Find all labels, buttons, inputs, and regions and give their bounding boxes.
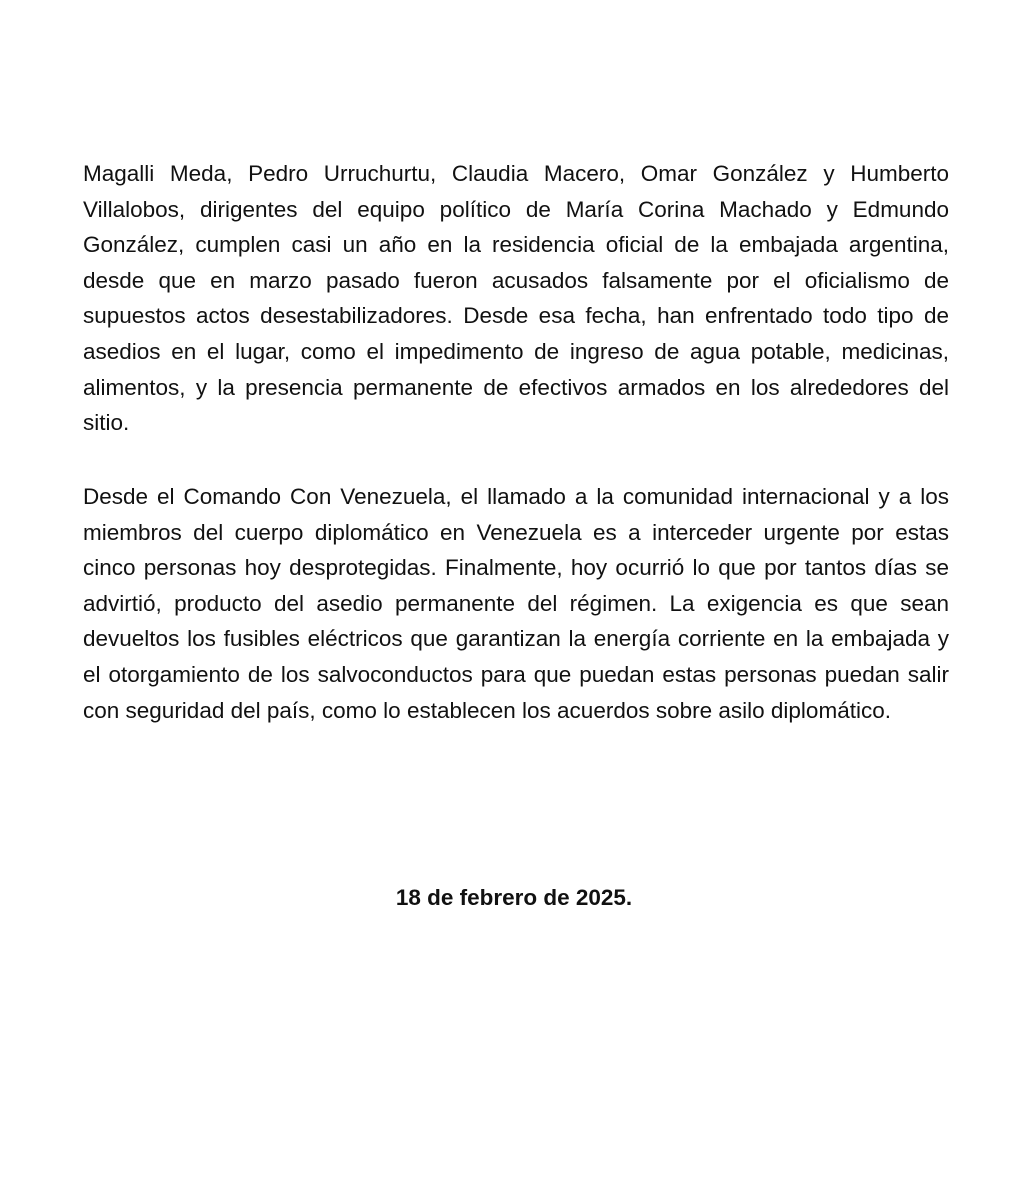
- document-date: 18 de febrero de 2025.: [395, 885, 633, 910]
- paragraph-appeal: Desde el Comando Con Venezuela, el llamado a la comunidad internacional y a los miembros del cuerpo diplomático en Venezuela es a interceder urgente por estas cinco personas hoy desprotegidas. Finalmente, hoy ocurrió lo que por tantos días se advirtió, producto del asedio permanente del régimen. La exigencia es que sean devueltos los fusibles eléctricos que garantizan la energía corriente en la embajada y el otorgamiento de los salvoconductos para que puedan estas personas puedan salir con seguridad del país, como lo establecen los acuerdos sobre asilo diplomático.: [83, 484, 949, 723]
- paragraph-situation: Magalli Meda, Pedro Urruchurtu, Claudia Macero, Omar González y Humberto Villalobos, dirigentes del equipo político de María Corina Machado y Edmundo González, cumplen casi un año en la residencia oficial de la embajada argentina, desde que en marzo pasado fueron acusados falsamente por el oficialismo de supuestos actos desestabilizadores. Desde esa fecha, han enfrentado todo tipo de asedios en el lugar, como el impedimento de ingreso de agua potable, medicinas, alimentos, y la presencia permanente de efectivos armados en los alrededores del sitio.: [83, 161, 949, 436]
